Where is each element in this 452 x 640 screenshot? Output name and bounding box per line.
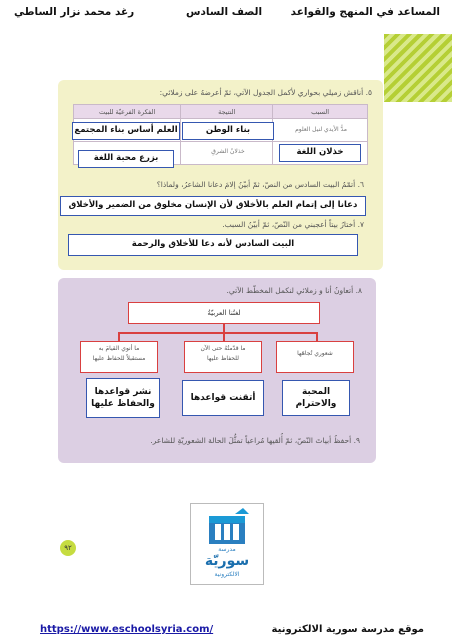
page-number: ٩٢ — [64, 544, 72, 552]
question-8: ٨. أتعاونُ أنا و زملائي لنكمل المخطّط الآتي. — [226, 286, 362, 295]
connector-center — [223, 332, 225, 341]
table-result-2: خذلانُ الشرقِ — [211, 148, 245, 155]
question-9: ٩. أحفظُ أبياتَ النّصّ، ثمّ أُلقيها مُراعياً تمثُّلَ الحالة الشعوريّةِ للشاعر. — [150, 436, 360, 445]
connector-right — [316, 332, 318, 341]
answer-idea-2[interactable]: بزرع محبة اللغة — [78, 150, 174, 168]
connector-vertical-root — [223, 324, 225, 332]
diagram-branch-done — [184, 341, 262, 373]
col-header-idea: الفكرة الفرعيّة للبيت — [74, 105, 181, 119]
branch-done-prompt-1: ما قدّمتُهُ حتى الآن — [200, 345, 246, 352]
answer-question-6[interactable]: دعانا إلى إتمام العلم بالأخلاق لأن الإنسان مخلوق من الضمير والأخلاق — [60, 196, 366, 216]
connector-horizontal — [118, 332, 316, 334]
diagram-branch-plan — [80, 341, 158, 373]
answer-done[interactable]: أتقنت قواعدها — [182, 380, 264, 416]
diagram-root-label: لغتُنا العربيّةُ — [207, 309, 241, 317]
school-logo-frame — [190, 503, 264, 585]
footer-site-name: موقع مدرسة سورية الالكترونية — [271, 624, 424, 635]
header-author: رغد محمد نزار الساطي — [14, 6, 135, 18]
logo-text-2: سوريّة — [204, 553, 250, 569]
diagram-root-box — [128, 302, 320, 324]
answer-result-1[interactable]: بناء الوطن — [182, 122, 274, 140]
branch-plan-prompt-2: مستقبلاً للحفاظ عليها — [92, 354, 146, 362]
question-6: ٦. أتمّمُ البيت السادس من النصّ، ثمّ أبيّنُ إلامَ دعانا الشاعرُ، ولماذا؟ — [156, 180, 364, 189]
answer-idea-1[interactable]: العلم أساس بناء المجتمع — [72, 122, 180, 140]
footer-url[interactable]: https://www.eschoolsyria.com/ — [40, 624, 214, 635]
answer-plan[interactable]: نشر قواعدها والحفاظ عليها — [86, 378, 160, 418]
answer-feeling[interactable]: المحبة والاحترام — [282, 380, 350, 416]
question-5: ٥. أناقش زميلي بحواري لأكمل الجدول الآتي، ثمّ أعرضهُ على زملائي: — [159, 88, 372, 97]
answer-cause-2[interactable]: خذلان اللغة — [279, 144, 361, 162]
diagram-branch-feeling — [276, 341, 354, 373]
header-title: المساعد في المنهج والقواعد — [290, 6, 440, 18]
branch-plan-prompt-1: ما أنوي القيامَ به — [98, 345, 140, 352]
table-cause-1: مدُّ الأيدي لنيل العلوم — [295, 126, 347, 133]
col-header-result: النتيجة — [181, 105, 273, 119]
col-header-cause: السبب — [273, 105, 368, 119]
branch-done-prompt-2: للحفاظ عليها — [207, 354, 239, 362]
answer-question-7[interactable]: البيت السادس لأنه دعا للأخلاق والرحمة — [68, 234, 358, 256]
header-grade: الصف السادس — [186, 6, 263, 18]
logo-text-1: مدرسة — [218, 546, 236, 553]
page-number-badge — [60, 540, 76, 556]
green-stripes-decoration — [384, 34, 452, 102]
question-7: ٧. أختارُ بيتاً أعجبني من النّصّ، ثمّ أبيّنُ السبب. — [222, 220, 364, 229]
connector-left — [118, 332, 120, 341]
branch-feeling-prompt: شعوري تُجاهَها — [297, 350, 333, 357]
logo-text-3: الالكترونية — [214, 571, 240, 578]
